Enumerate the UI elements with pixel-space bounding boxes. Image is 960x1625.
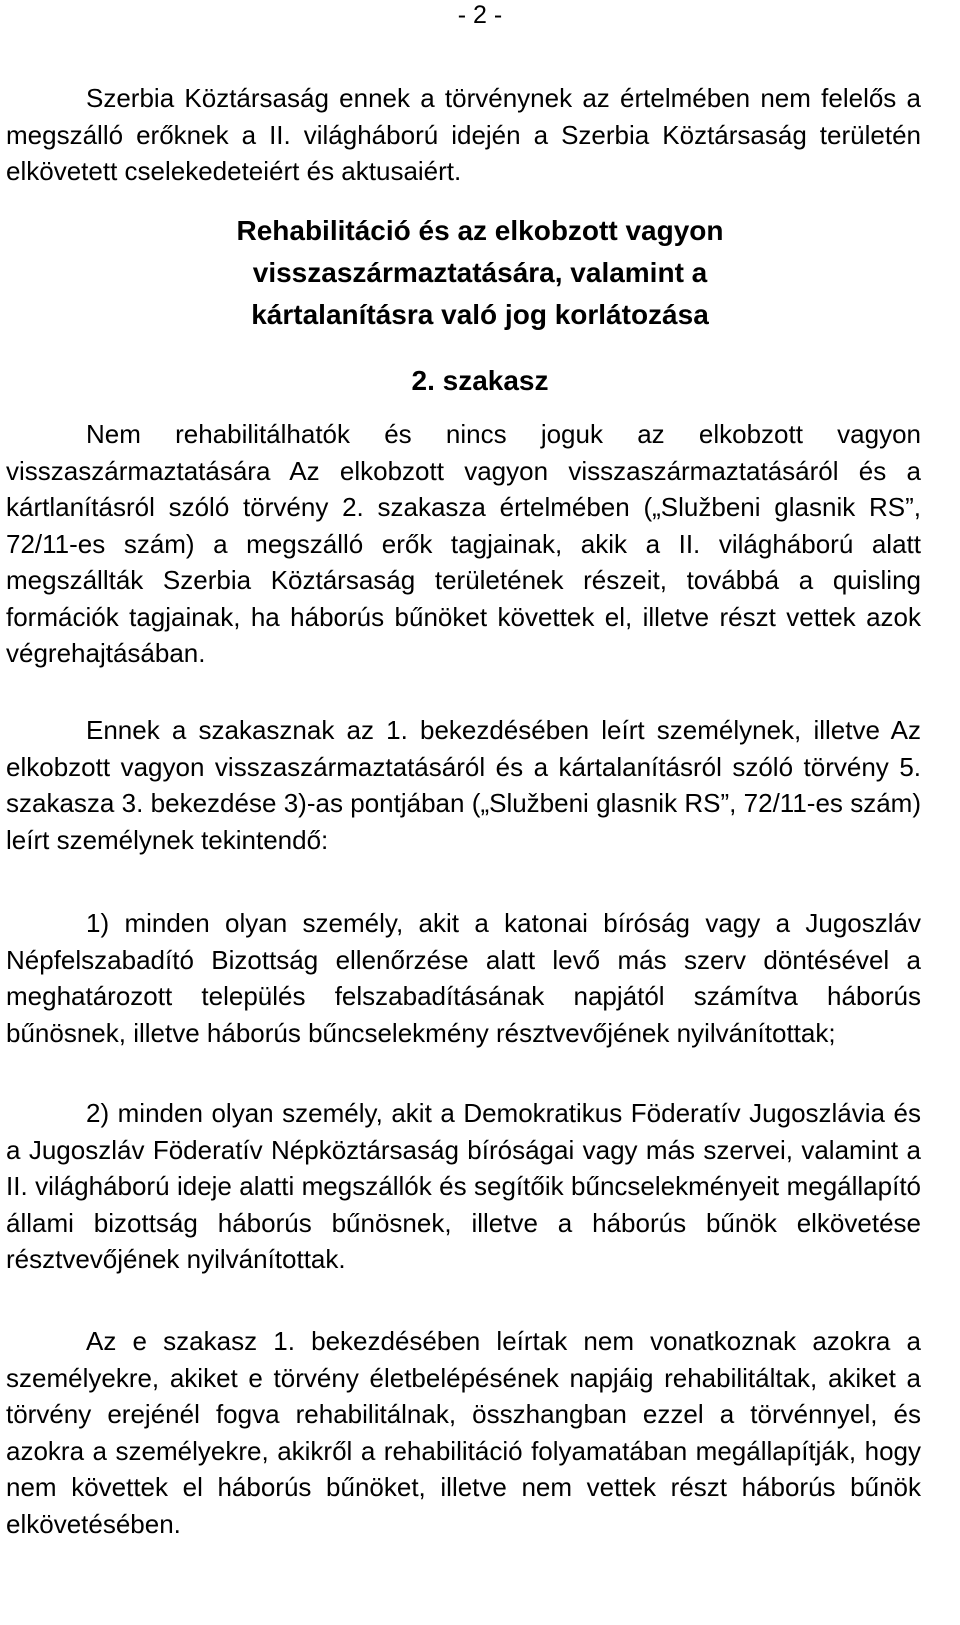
page-number: - 2 -: [457, 1, 503, 29]
section-title: 2. szakasz: [411, 365, 549, 396]
heading-line-3: kártalanításra való jog korlátozása: [251, 299, 709, 330]
paragraph-2: Ennek a szakasznak az 1. bekezdésében leírt személynek, illetve Az elkobzott vagyon visszaszármaztatásáról és a kártalanításról szóló törvény 5. szakasza 3. bekezdése 3)-as pontjában („Službeni glasnik RS”, 72/11-es szám) leírt személynek tekintendő:: [6, 715, 921, 855]
paragraph-3: Az e szakasz 1. bekezdésében leírtak nem vonatkoznak azokra a személyekre, akiket e törvény életbelépésének napjáig rehabilitáltak, akiket a törvény erejénél fogva rehabilitálnak, összhangban ezzel a törvénnyel, és azokra a személyekre, akikről a rehabilitáció folyamatában megállapítják, hogy nem követtek el háborús bűnöket, illetve nem vettek részt háborús bűnök elkövetésében.: [6, 1326, 921, 1539]
intro-paragraph: Szerbia Köztársaság ennek a törvénynek az értelmében nem felelős a megszálló erőknek a II. világháború idején a Szerbia Köztársaság területén elkövetett cselekedeteiért és aktusaiért.: [6, 83, 921, 186]
list-item-2: 2) minden olyan személy, akit a Demokratikus Föderatív Jugoszlávia és a Jugoszláv Föderatív Népköztársaság bíróságai vagy más szervei, valamint a II. világháború ideje alatti megszállók és segítőik bűncselekményeit megállapító állami bizottság háborús bűnösnek, illetve a háborús bűnök elkövetése résztvevőjének nyilvánítottak.: [6, 1098, 921, 1274]
list-item-1: 1) minden olyan személy, akit a katonai bíróság vagy a Jugoszláv Népfelszabadító Bizottság ellenőrzése alatt levő más szerv döntésével a meghatározott település felszabadításának napjától számítva háborús bűnösnek, illetve háborús bűncselekmény résztvevőjének nyilvánítottak;: [6, 908, 921, 1048]
heading-line-1: Rehabilitáció és az elkobzott vagyon: [236, 215, 724, 246]
paragraph-1: Nem rehabilitálhatók és nincs joguk az elkobzott vagyon visszaszármaztatására Az elkobzott vagyon visszaszármaztatásáról és a kártlanításról szóló törvény 2. szakasza értelmében („Službeni glasnik RS”, 72/11-es szám) a megszálló erők tagjainak, akik a II. világháború alatt megszállták Szerbia Köztársaság területének részeit, továbbá a quisling formációk tagjainak, ha háborús bűnöket követtek el, illetve részt vettek azok végrehajtásában.: [6, 419, 921, 668]
heading-line-2: visszaszármaztatására, valamint a: [252, 257, 708, 288]
section-heading: [0, 210, 960, 336]
